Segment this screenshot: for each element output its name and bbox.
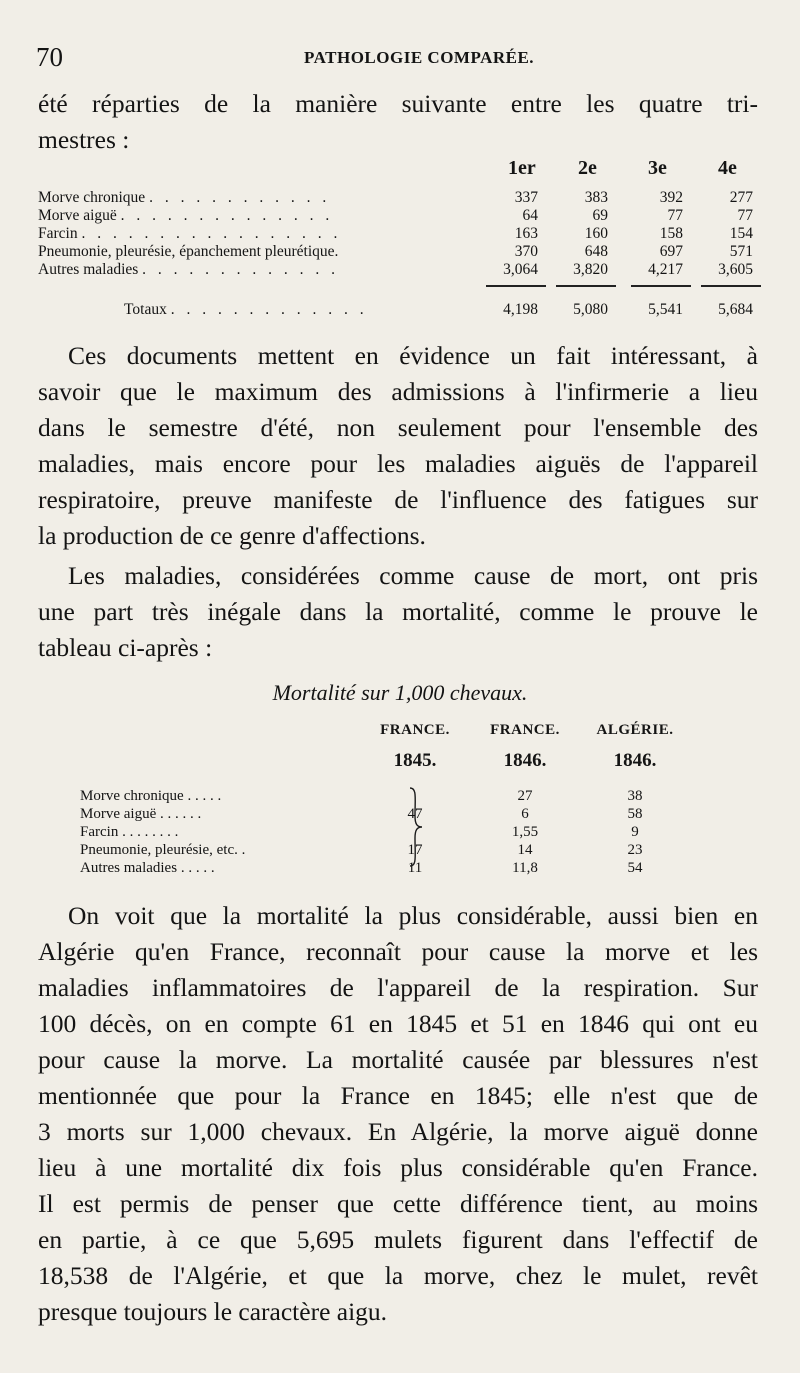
- table-cell: 648: [584, 243, 608, 260]
- text-line: maladies, mais encore pour les maladies aiguës de l'appareil: [38, 449, 758, 478]
- table-cell: 11: [407, 860, 423, 876]
- bracketed-value: 47: [407, 806, 423, 822]
- table-cell: 392: [659, 189, 683, 206]
- brace-symbol: [408, 786, 424, 868]
- table-cell: 160: [584, 225, 608, 242]
- text-line: savoir que le maximum des admissions à l'infirmerie a lieu: [38, 377, 758, 406]
- table-cell: 337: [514, 189, 538, 206]
- text-line: 100 décès, on en compte 61 en 1845 et 51 en 1846 qui ont eu: [38, 1009, 758, 1038]
- table-cell: 370: [514, 243, 538, 260]
- table-row: [38, 189, 768, 207]
- text-line: Algérie qu'en France, reconnaît pour cause la morve et les: [38, 937, 758, 966]
- leader-dots: .: [241, 842, 246, 858]
- leader-dots: . . . . . . . .: [122, 824, 179, 840]
- text-line: mentionnée que pour la France en 1845; elle n'est que de: [38, 1081, 758, 1110]
- table-cell: 77: [667, 207, 683, 224]
- sum-rule: [486, 285, 546, 287]
- table-cell: 11,8: [512, 860, 538, 876]
- text-line: respiratoire, preuve manifeste de l'influence des fatigues sur: [38, 485, 758, 514]
- table-row: [38, 207, 768, 225]
- table-cell: 17: [407, 842, 423, 858]
- column-header: FRANCE.: [380, 722, 450, 738]
- table-cell: 163: [514, 225, 538, 242]
- column-year: 1846.: [503, 750, 547, 771]
- total-row: [38, 301, 768, 319]
- table-cell: 383: [584, 189, 608, 206]
- table-cell: 38: [627, 788, 643, 804]
- table-cell: 77: [737, 207, 753, 224]
- leader-dots: . . . . . . . . . . . . . . . . .: [81, 225, 342, 242]
- table-cell: 277: [729, 189, 753, 206]
- text-line: Ces documents mettent en évidence un fait intéressant, à: [68, 341, 758, 370]
- column-header: FRANCE.: [490, 722, 560, 738]
- table-cell: 9: [631, 824, 639, 840]
- paragraph: [38, 898, 758, 1330]
- table-cell: 3,064: [503, 261, 538, 278]
- table-cell: 1,55: [511, 824, 539, 840]
- row-label: Pneumonie, pleurésie, etc.: [80, 842, 238, 858]
- text-line: presque toujours le caractère aigu.: [38, 1297, 388, 1326]
- sum-rule: [556, 285, 616, 287]
- text-line: en partie, à ce que 5,695 mulets figurent dans l'effectif de: [38, 1225, 758, 1254]
- leader-dots: . . . . . . . . . . . .: [149, 189, 331, 206]
- leader-dots: . . . . . .: [159, 806, 202, 822]
- table-cell: 58: [627, 806, 643, 822]
- sum-rule: [701, 285, 761, 287]
- table-cell: 27: [517, 788, 533, 804]
- text-line: 18,538 de l'Algérie, et que la morve, chez le mulet, revêt: [38, 1261, 758, 1290]
- leader-dots: . . . . .: [187, 788, 222, 804]
- table-cell: 154: [729, 225, 753, 242]
- table-cell: 54: [627, 860, 643, 876]
- table-cell: 571: [729, 243, 753, 260]
- leader-dots: . . . . .: [180, 860, 215, 876]
- text-line: dans le semestre d'été, non seulement pour l'ensemble des: [38, 413, 758, 442]
- intro-paragraph: [38, 86, 758, 158]
- table-row: [38, 261, 768, 279]
- text-line: On voit que la mortalité la plus considérable, aussi bien en: [68, 901, 758, 930]
- row-label: Morve chronique: [80, 788, 184, 804]
- table-cell: 158: [659, 225, 683, 242]
- table-cell: 5,684: [718, 301, 753, 318]
- table-cell: 64: [522, 207, 538, 224]
- table-cell: 3,820: [573, 261, 608, 278]
- page-number: 70: [36, 42, 63, 72]
- column-year: 1845.: [393, 750, 437, 771]
- text-line: une part très inégale dans la mortalité, comme le prouve le: [38, 597, 758, 626]
- table-cell: 69: [592, 207, 608, 224]
- paragraph: [38, 558, 758, 666]
- table-row: [38, 225, 768, 243]
- text-line: la production de ce genre d'affections.: [38, 521, 426, 550]
- table-cell: 5,080: [573, 301, 608, 318]
- table-cell: 6: [521, 806, 529, 822]
- sum-rule: [631, 285, 691, 287]
- row-label: Farcin: [80, 824, 119, 840]
- row-label: Morve chronique: [38, 189, 146, 206]
- table-cell: 4,198: [503, 301, 538, 318]
- row-label: Morve aiguë: [38, 207, 117, 224]
- row-label: Autres maladies: [80, 860, 178, 876]
- leader-dots: . . . . . . . . . . . . .: [170, 301, 368, 318]
- table-row: [38, 243, 768, 261]
- row-label: Farcin: [38, 225, 78, 242]
- column-year: 1846.: [613, 750, 657, 771]
- page-header: [34, 42, 754, 78]
- column-header: 2e: [578, 157, 597, 179]
- leader-dots: . . . . . . . . . . . . .: [142, 261, 340, 278]
- row-label: Morve aiguë: [80, 806, 157, 822]
- text-line: lieu à une mortalité dix fois plus considérable qu'en France.: [38, 1153, 758, 1182]
- text-line: maladies inflammatoires de l'appareil de la respiration. Sur: [38, 973, 758, 1002]
- table-cell: 3,605: [718, 261, 753, 278]
- paragraph: [38, 338, 758, 554]
- table-cell: 697: [659, 243, 683, 260]
- row-label: Autres maladies: [38, 261, 139, 278]
- table-cell: 5,541: [648, 301, 683, 318]
- column-header: ALGÉRIE.: [596, 722, 674, 738]
- column-header: 4e: [718, 157, 737, 179]
- text-line: Il est permis de penser que cette différence tient, au moins: [38, 1189, 758, 1218]
- text-line: 3 morts sur 1,000 chevaux. En Algérie, la morve aiguë donne: [38, 1117, 758, 1146]
- text-line: Les maladies, considérées comme cause de mort, ont pris: [68, 561, 758, 590]
- text-line: tableau ci-après :: [38, 633, 213, 662]
- table-cell: 4,217: [648, 261, 683, 278]
- table-title: Mortalité sur 1,000 chevaux.: [272, 680, 528, 705]
- row-label: Pneumonie, pleurésie, épanchement pleurétique.: [38, 243, 339, 260]
- table-cell: 23: [627, 842, 643, 858]
- table-cell: 14: [517, 842, 533, 858]
- text-line: été réparties de la manière suivante entre les quatre tri-: [38, 89, 758, 118]
- column-header: 1er: [508, 157, 536, 179]
- leader-dots: . . . . . . . . . . . . . .: [120, 207, 334, 224]
- row-label: Totaux: [124, 301, 167, 318]
- text-line: pour cause la morve. La mortalité causée par blessures n'est: [38, 1045, 758, 1074]
- column-header: 3e: [648, 157, 667, 179]
- running-head: PATHOLOGIE COMPARÉE.: [304, 48, 535, 67]
- text-line: mestres :: [38, 125, 130, 154]
